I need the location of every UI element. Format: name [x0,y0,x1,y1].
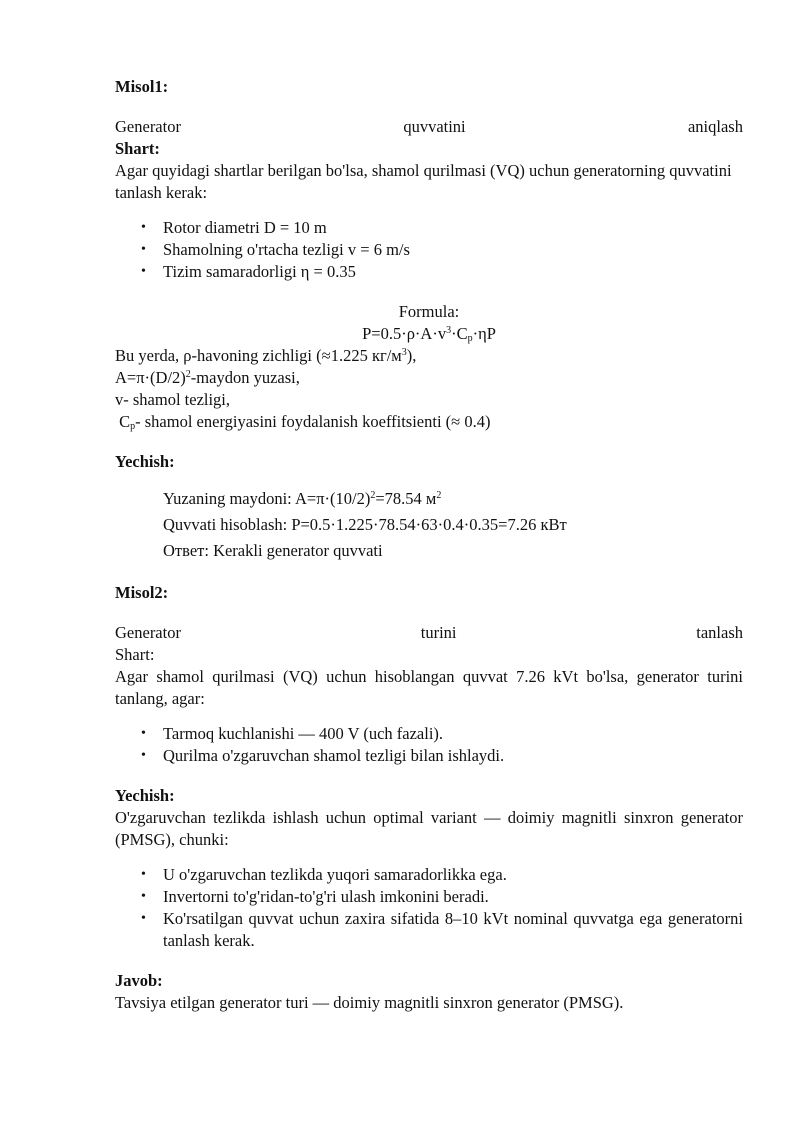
list-item: • Invertorni to'g'ridan-to'g'ri ulash imkonini beradi. [163,886,743,908]
example2-topic-word-2: turini [420,623,457,642]
example1-solution-label: Yechish: [115,452,175,471]
area-calculation: Yuzaning maydoni: $A=\pi\cdot(10/2)^2=78.54$ $м^2$ [163,489,442,508]
example1-answer: Ответ: Kerakli generator quvvati [163,541,383,560]
example1-topic-word-1: Generator [115,117,181,136]
cp-definition-line: $C_p-$ shamol energiyasini foydalanish koeffitsienti (≈ 0.4) [119,412,491,432]
example1-condition-label: Shart: [115,139,160,158]
example2-topic-word-1: Generator [115,623,181,642]
example1-title: Misol1: [115,77,169,96]
example2-topic-word-3: tanlash [696,623,743,642]
list-item: • Rotor diametri D = 10 m [163,217,743,239]
example2-answer-label: Javob: [115,971,163,990]
document-page [115,76,743,1014]
velocity-definition-line: v- shamol tezligi, [115,390,231,409]
list-item: • Shamolning o'rtacha tezligi v = 6 m/s [163,239,743,261]
area-definition-line: $A=\pi\cdot(D/2)^2$-maydon yuzasi, [115,368,300,387]
example2-topic [115,622,743,644]
example2-given-list [115,723,743,767]
example1-topic [115,116,743,138]
example2-solution-text: O'zgaruvchan tezlikda ishlash uchun optimal variant — doimiy magnitli sinxron generator (PMSG), chunki: [115,808,743,849]
example1-condition-text: Agar quyidagi shartlar berilgan bo'lsa, shamol qurilmasi (VQ) uchun generatorning quvvatini tanlash kerak: [115,161,732,202]
power-calculation: Quvvati hisoblash: P=0.5·1.225·78.54·63·0.4·0.35=7.26 кВт [163,515,567,534]
example1-given-list [115,217,743,283]
example2-title: Misol2: [115,583,169,602]
list-item: • Tarmoq kuchlanishi — 400 V (uch fazali). [163,723,743,745]
example2-solution-list [115,864,743,952]
list-item: • Qurilma o'zgaruvchan shamol tezligi bilan ishlaydi. [163,745,743,767]
example2-solution-label: Yechish: [115,786,175,805]
air-density-line: Bu yerda, ρ-havoning zichligi (≈1.225 $кг/м^3$), [115,346,417,365]
formula: $P=0.5\cdot\rho\cdot A\cdot v^3\cdot C_p\cdot\eta P$ [362,324,496,344]
example2-condition-text: Agar shamol qurilmasi (VQ) uchun hisoblangan quvvat 7.26 kVt bo'lsa, generator turini tanlang, agar: [115,667,743,708]
formula-label: Formula: [398,302,460,321]
list-item: • Tizim samaradorligi η = 0.35 [163,261,743,283]
example2-condition-label: Shart: [115,645,155,664]
example2-answer-text: Tavsiya etilgan generator turi — doimiy magnitli sinxron generator (PMSG). [115,993,624,1012]
example1-topic-word-3: aniqlash [687,117,743,136]
example1-topic-word-2: quvvatini [403,117,466,136]
list-item: • U o'zgaruvchan tezlikda yuqori samaradorlikka ega. [163,864,743,886]
example1-solution [115,486,743,564]
list-item: • Ko'rsatilgan quvvat uchun zaxira sifatida 8–10 kVt nominal quvvatga ega generatorni tanlash kerak. [163,908,743,952]
